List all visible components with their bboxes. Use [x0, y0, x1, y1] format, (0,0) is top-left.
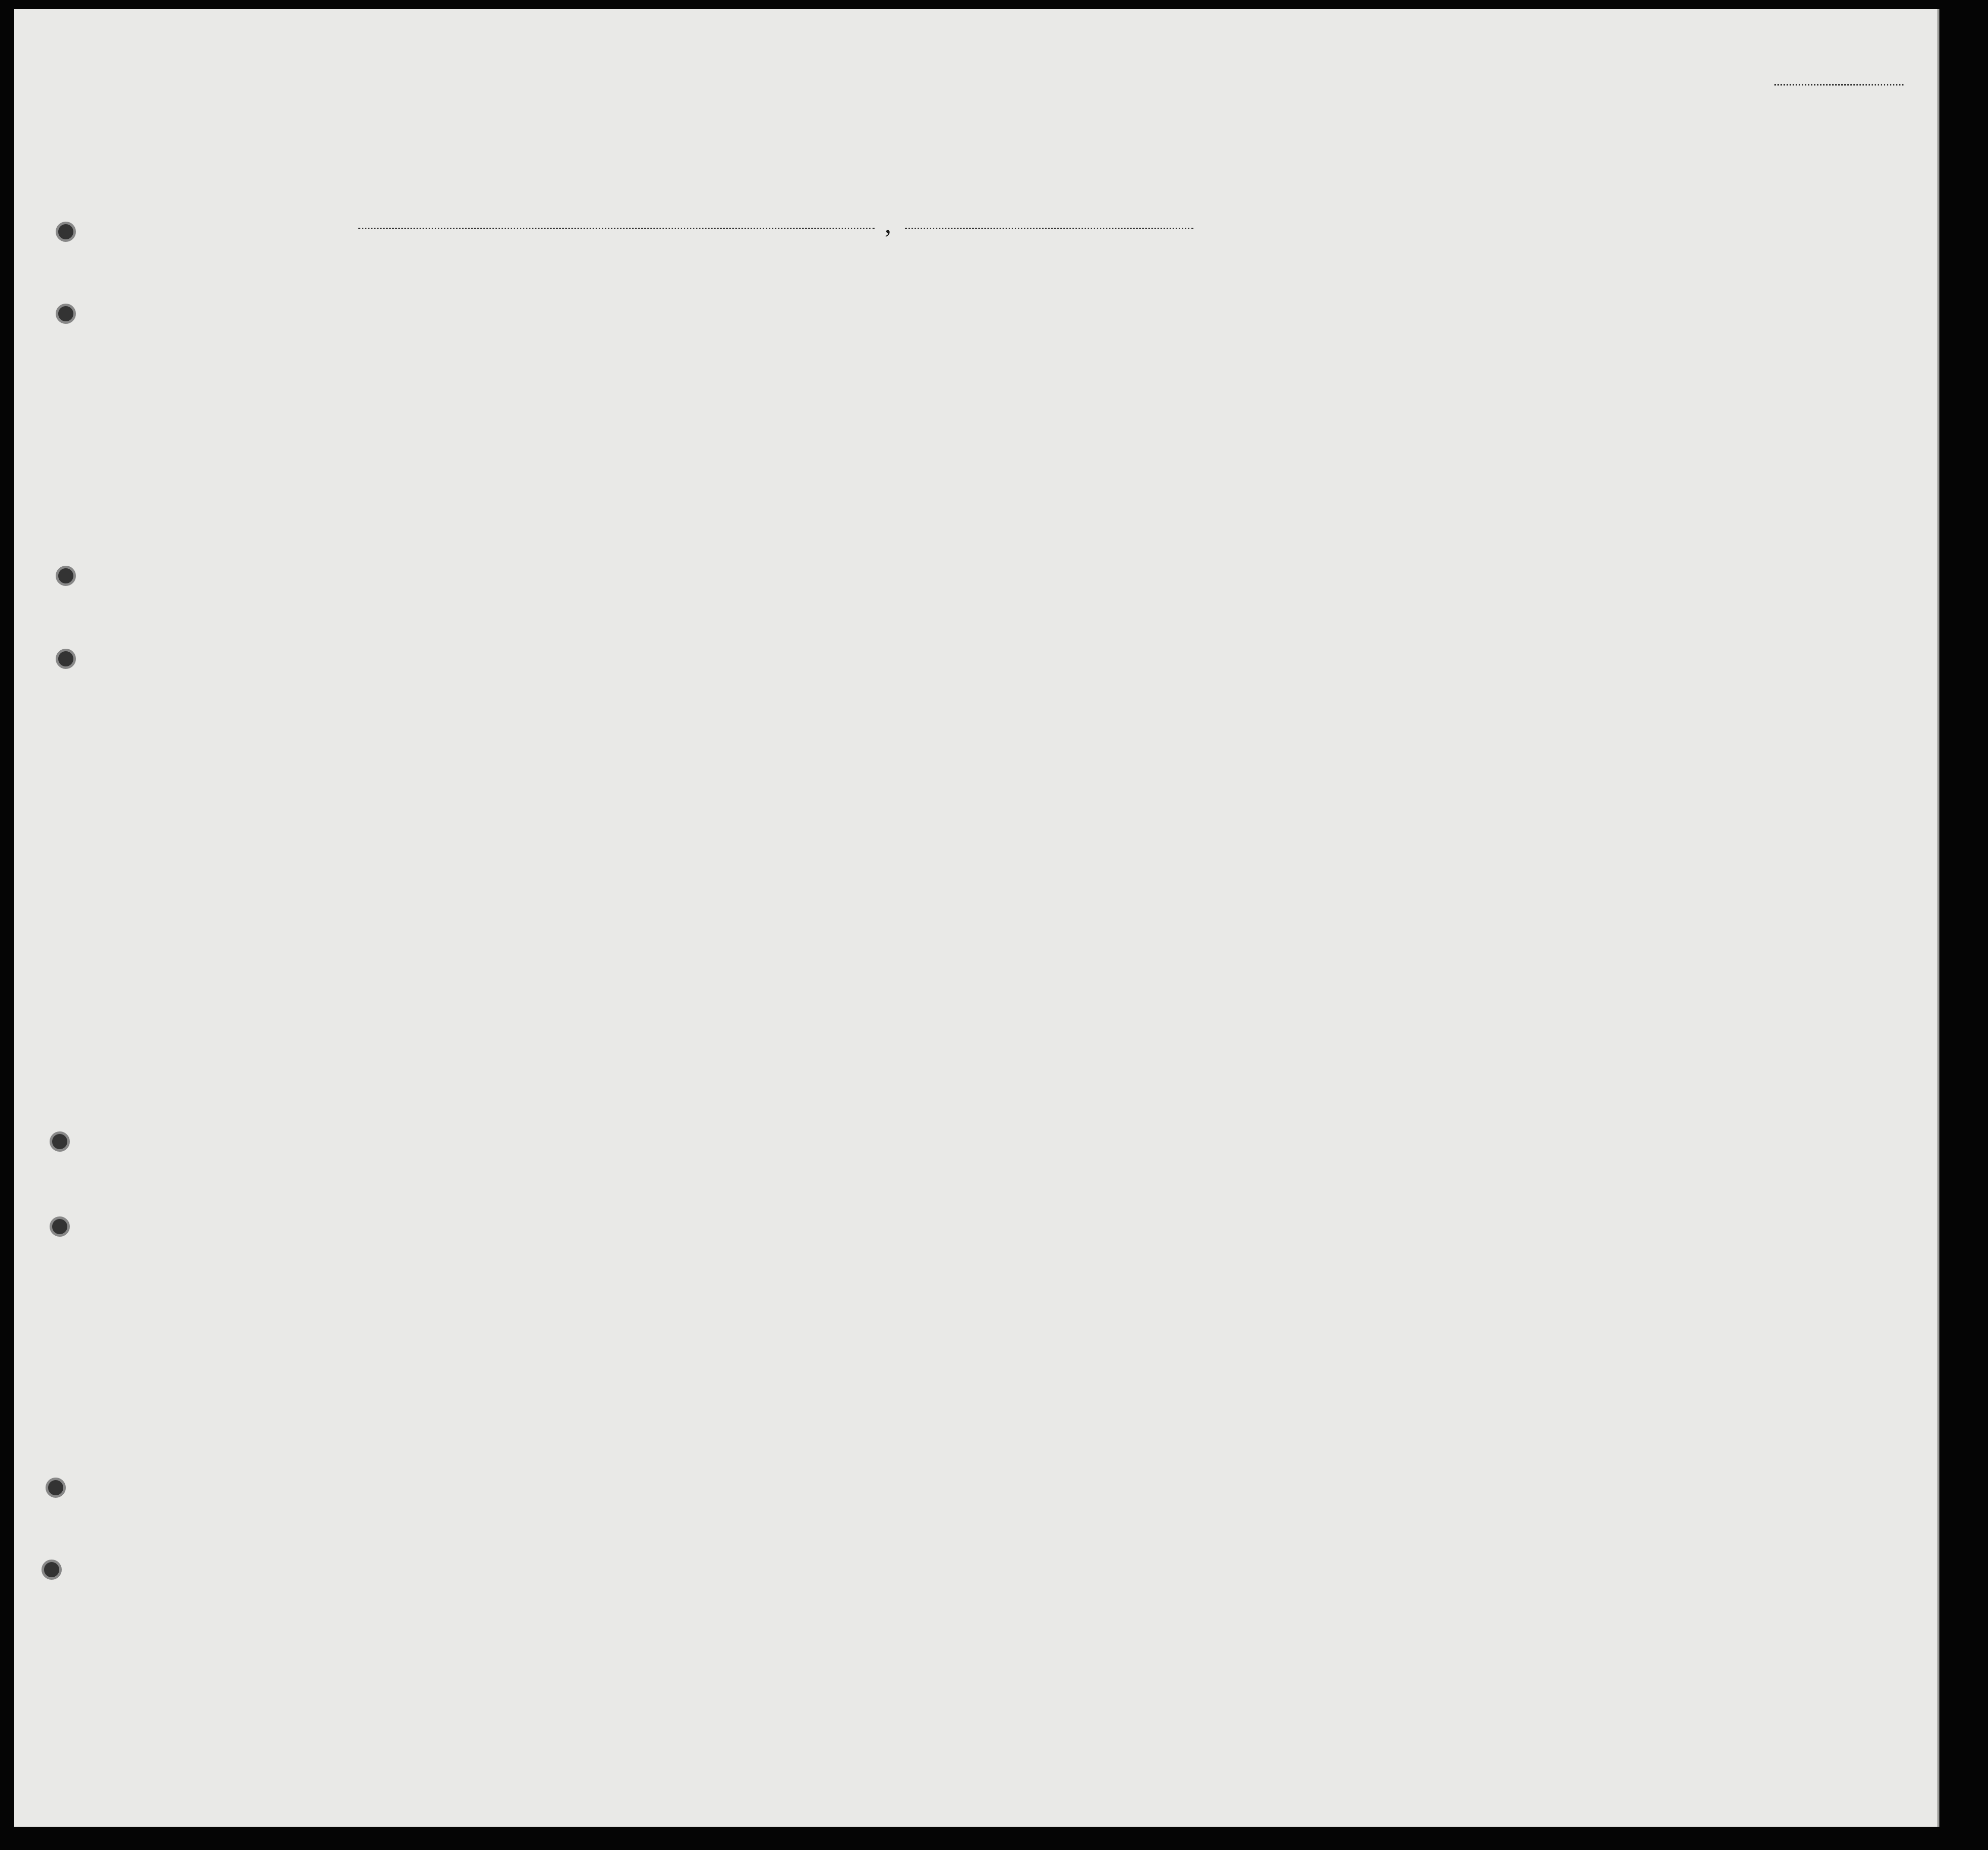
punch-hole: [50, 1131, 70, 1152]
punch-hole: [56, 304, 76, 324]
date-underline: [905, 228, 1193, 229]
header-q29: [1442, 299, 1474, 417]
header-ticket: [595, 296, 625, 414]
header-purpose-c: [1257, 313, 1292, 416]
port-underline: [358, 228, 875, 229]
manifest-sheet: [14, 9, 1939, 1827]
punch-hole: [42, 1560, 62, 1580]
list-underline: [1774, 84, 1903, 86]
punch-hole: [56, 566, 76, 586]
punch-hole: [50, 1216, 70, 1237]
header-prison: [1300, 299, 1345, 417]
punch-hole: [56, 222, 76, 242]
header-possession: [719, 296, 754, 417]
header-q30: [1485, 299, 1516, 417]
header-q28: [1385, 299, 1449, 417]
punch-hole: [56, 649, 76, 669]
header-purpose-a: [1148, 313, 1187, 416]
punch-hole: [46, 1478, 66, 1498]
header-inches: [1668, 389, 1683, 429]
header-anarchist: [1363, 318, 1383, 419]
header-polygamist: [1342, 318, 1361, 419]
table-grid: [14, 9, 1937, 1827]
header-purpose-b: [1204, 313, 1234, 416]
comma: ,: [885, 210, 891, 239]
header-feet: [1648, 394, 1663, 429]
